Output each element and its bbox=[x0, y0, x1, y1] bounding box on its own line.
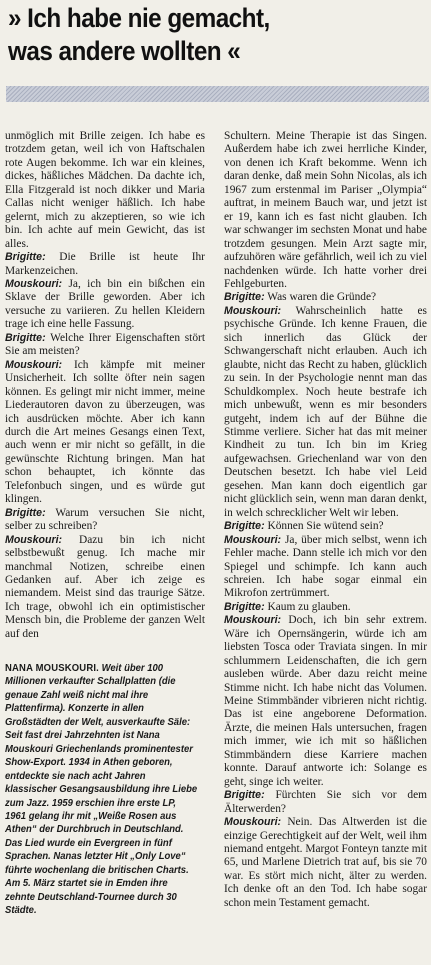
info-name: NANA MOUSKOURI. bbox=[5, 663, 99, 674]
speaker-label: Mouskouri: bbox=[5, 277, 63, 290]
paragraph bbox=[5, 251, 205, 278]
paragraph-text: Ich kämpfe mit meiner Unsicherheit. Ich sollte öfter nein sagen können. Es gelingt mir nicht immer, meine Liederautoren davon zu überzeugen, was ich ausdrücken möchte. Aber ich kann durch die Art meines Gesangs einen Text, auch wenn er mir nicht so gefällt, in die gewünschte Richtung bringen. Man hat schon behauptet, ich könnte das Telefonbuch singen, und es würde gut klingen. bbox=[5, 358, 205, 506]
paragraph-text: Schultern. Meine Therapie ist das Singen. Außerdem habe ich zwei herrliche Kinder, von denen ich Kraft bekomme. Wenn ich daran denke, daß mein Sohn Nicolas, als ich 1967 zum erstenmal im Pariser „Olympia“ auftrat, in meinem Bauch war, und jetzt ist er 19, kann ich es fast nicht glauben. Ich war schwanger im sechsten Monat und habe trotzdem gesungen. Mein Arzt sagte mir, aufzuhören wäre gefährlich, weil ich zu viel nachdenken würde. Ich hatte vorher drei Fehlgeburten. bbox=[224, 130, 427, 290]
paragraph-text: Ja, ich bin ein bißchen ein Sklave der Brille geworden. Aber ich versuche zu variieren. Zu hellen Kleidern trage ich eine helle Fassung. bbox=[5, 277, 205, 331]
speaker-label: Mouskouri: bbox=[5, 533, 63, 546]
paragraph-text: Warum versuchen Sie nicht, selber zu schreiben? bbox=[5, 506, 205, 533]
paragraph bbox=[5, 359, 205, 507]
speaker-label: Brigitte: bbox=[224, 520, 265, 533]
info-text: Weit über 100 Millionen verkaufter Schallplatten (die genaue Zahl weiß nicht mal ihre Plattenfirma). Konzerte in allen Großstädten der Welt, ausverkaufte Säle: Seit fast drei Jahrzehnten ist Nana Mouskouri Griechenlands prominentester Show-Export. 1934 in Athen geboren, entdeckte sie nach acht Jahren klassischer Gesangsausbildung ihre Liebe zum Jazz. 1959 erschien ihre erste LP, 1961 gelang ihr mit „Weiße Rosen aus Athen“ der Durchbruch in Deutschland. Das Lied wurde ein Evergreen in fünf Sprachen. Nanas letzter Hit „Only Love“ führte wochenlang die britischen Charts. Am 5. März startet sie in Emden ihre zehnte Deutschland-Tournee durch 30 Städte. bbox=[5, 663, 198, 917]
paragraph bbox=[224, 520, 427, 533]
speaker-label: Mouskouri: bbox=[224, 816, 282, 829]
headline-line-2: was andere wollten « bbox=[8, 36, 241, 66]
paragraph-text: unmöglich mit Brille zeigen. Ich habe es trotzdem getan, weil ich von Haftschalen rote Augen bekomme. Ich war ein kleines, dickes, häßliches Mädchen. Da dachte ich, Ella Fitzgerald ist noch dikker und Maria Callas nicht weniger häßlich. Ich habe gelernt, mich zu akzeptieren, so wie ich bin. Ich achte auf mein Gewicht, das ist alles. bbox=[5, 130, 205, 250]
speaker-label: Brigitte: bbox=[5, 506, 46, 519]
headline bbox=[8, 2, 386, 68]
paragraph bbox=[5, 278, 205, 332]
paragraph-text: Nein. Das Altwerden ist die einzige Gerechtigkeit auf der Welt, weil ihm niemand entgeht. Margot Fonteyn tanzte mit 65, und Marlene Dietrich trat auf, bis sie 70 war. Es stört mich nicht, älter zu werden. Ich denke oft an den Tod. Ich habe sogar schon mein Testament gemacht. bbox=[224, 816, 427, 909]
paragraph bbox=[224, 130, 427, 291]
info-box bbox=[5, 662, 198, 918]
speaker-label: Brigitte: bbox=[224, 789, 265, 802]
headline-line-1: » Ich habe nie gemacht, bbox=[8, 3, 270, 33]
paragraph bbox=[224, 601, 427, 614]
left-column bbox=[5, 130, 205, 641]
speaker-label: Mouskouri: bbox=[5, 358, 63, 371]
speaker-label: Brigitte: bbox=[5, 251, 46, 264]
speaker-label: Mouskouri: bbox=[224, 614, 282, 627]
paragraph-text: Können Sie wütend sein? bbox=[267, 520, 384, 533]
paragraph bbox=[224, 305, 427, 520]
paragraph bbox=[224, 534, 427, 601]
paragraph-text: Dazu bin ich nicht selbstbewußt genug. Ich mache mir manchmal Notizen, schreibe einen Gedanken auf. Aber ich zeige es niemandem. Meist sind das traurige Sätze. Ich trage, obwohl ich ein optimistischer Mensch bin, die Probleme der ganzen Welt auf den bbox=[5, 533, 205, 640]
paragraph-text: Ja, über mich selbst, wenn ich Fehler mache. Dann stelle ich mich vor den Spiegel und schimpfe. Ich kann auch schreien. Ich habe sogar einmal ein Mikrofon zertrümmert. bbox=[224, 533, 427, 600]
paragraph bbox=[5, 534, 205, 642]
paragraph-text: Fürchten Sie sich vor dem Älterwerden? bbox=[224, 789, 427, 815]
right-column bbox=[224, 130, 427, 910]
speaker-label: Mouskouri: bbox=[224, 533, 282, 546]
paragraph bbox=[224, 816, 427, 910]
paragraph-text: Welche Ihrer Eigenschaften stört Sie am meisten? bbox=[5, 331, 205, 358]
speaker-label: Brigitte: bbox=[224, 600, 265, 613]
paragraph bbox=[224, 614, 427, 789]
paragraph bbox=[224, 789, 427, 816]
paragraph-text: Was waren die Gründe? bbox=[267, 291, 377, 304]
paragraph-text: Doch, ich bin sehr extrem. Wäre ich Opernsängerin, würde ich am liebsten Tosca oder Traviata singen. In mir schlummern Leidenschaften, die ich gern ausleben würde. Aber dazu reicht meine Stimme nicht. Ich habe nicht das Volumen. Meine Stimmbänder vibrieren nicht richtig. Das ist eine angeborene Deformation. Ärzte, die meinen Hals untersuchen, fragen mich immer, wie ich mit so häßlichen Stimmbändern diese Karriere machen konnte. Darauf antworte ich: Solange es geht, singe ich weiter. bbox=[224, 614, 427, 788]
paragraph bbox=[5, 332, 205, 359]
speaker-label: Mouskouri: bbox=[224, 304, 282, 317]
paragraph bbox=[224, 291, 427, 304]
speaker-label: Brigitte: bbox=[224, 291, 265, 304]
speaker-label: Brigitte: bbox=[5, 331, 46, 344]
info-paragraph bbox=[5, 662, 198, 918]
paragraph-text: Kaum zu glauben. bbox=[267, 600, 351, 613]
paragraph-text: Wahrscheinlich hatte es psychische Gründe. Ich kenne Frauen, die sich innerlich das Glück der Schwangerschaft nicht erlauben. Auch ich glaubte, nicht das Recht zu haben, glücklich zu sein. In der Psychologie nennt man das Schuldkomplex. Noch heute bestrafe ich mich unbewußt, wenn es mir besonders gutgeht, indem ich auf der Bühne die Stimme verliere. Sicher hat das mit meiner Kindheit zu tun. Ich bin im Krieg aufgewachsen. Griechenland war von den Deutschen besetzt. Ich habe viel Leid gesehen. Man kann doch eigentlich gar nicht glücklich sein, wenn man daran denkt, in welch schrecklicher Welt wir leben. bbox=[224, 304, 427, 519]
paragraph bbox=[5, 507, 205, 534]
paragraph bbox=[5, 130, 205, 251]
paragraph-text: Die Brille ist heute Ihr Markenzeichen. bbox=[5, 251, 205, 277]
hatched-rule bbox=[6, 86, 429, 102]
